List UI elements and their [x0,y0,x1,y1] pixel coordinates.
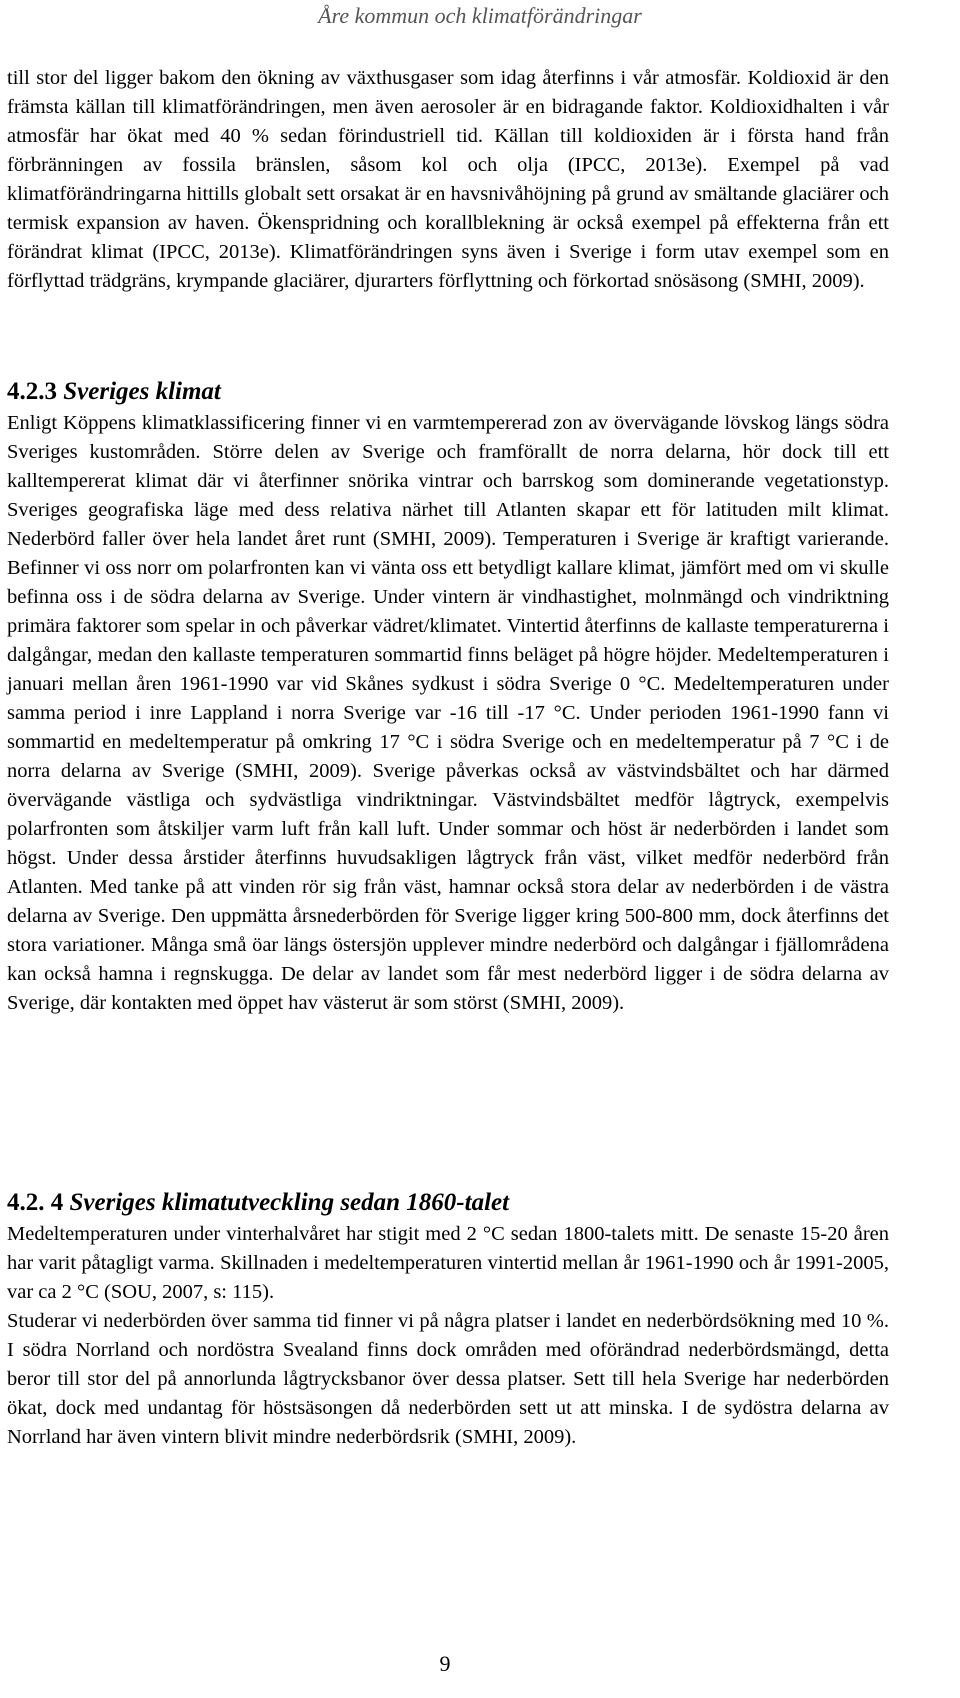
section-number: 4.2. 4 [7,1189,64,1216]
page-number: 9 [439,1651,451,1676]
section-heading-klimatutveckling [7,1188,509,1218]
paragraph-sveriges-klimat: Enligt Köppens klimatklassificering finner vi en varmtempererad zon av övervägande lövskog längs södra Sveriges kustområden. Större delen av Sverige och framförallt de norra delarna, hör dock till ett kalltempererat klimat där vi återfinner snörika vintrar och barrskog som dominerande vegetationstyp. Sveriges geografiska läge med dess relativa närhet till Atlanten skapar ett för latituden milt klimat. Nederbörd faller över hela landet året runt (SMHI, 2009). Temperaturen i Sverige är kraftigt varierande. Befinner vi oss norr om polarfronten kan vi vänta oss ett betydligt kallare klimat, jämfört med om vi skulle befinna oss i de södra delarna av Sverige. Under vintern är vindhastighet, molnmängd och vindriktning primära faktorer som spelar in och påverkar vädret/klimatet. Vintertid återfinns de kallaste temperaturerna i dalgångar, medan den kallaste temperaturen sommartid finns beläget på högre höjder. Medeltemperaturen i januari mellan åren 1961-1990 var vid Skånes sydkust i södra Sverige 0 °C. Medeltemperaturen under samma period i inre Lappland i norra Sverige var -16 till -17 °C. Under perioden 1961-1990 fann vi sommartid en medeltemperatur på omkring 17 °C i södra Sverige och en medeltemperatur på 7 °C i de norra delarna av Sverige (SMHI, 2009). Sverige påverkas också av västvindsbältet och har därmed övervägande västliga och sydvästliga vindriktningar. Västvindsbältet medför lågtryck, exempelvis polarfronten som åtskiljer varm luft från kall luft. Under sommar och höst är nederbörden i landet som högst. Under dessa årstider återfinns huvudsakligen lågtryck från väst, vilket medför nederbörd från Atlanten. Med tanke på att vinden rör sig från väst, hamnar också stora delar av nederbörden i de västra delarna av Sverige. Den uppmätta årsnederbörden för Sverige ligger kring 500-800 mm, dock återfinns det stora variationer. Många små öar längs östersjön upplever mindre nederbörd och dalgångar i fjällområdena kan också hamna i regnskugga. De delar av landet som får mest nederbörd ligger i de södra delarna av Sverige, där kontakten med öppet hav västerut är som störst (SMHI, 2009). [7,412,889,1014]
paragraph-intro: till stor del ligger bakom den ökning av växthusgaser som idag återfinns i vår atmosfär. Koldioxid är den främsta källan till klimatförändringen, men även aerosoler är en bidragande faktor. Koldioxidhalten i vår atmosfär har ökat med 40 % sedan förindustriell tid. Källan till koldioxiden är i första hand från förbränningen av fossila bränslen, såsom kol och olja (IPCC, 2013e). Exempel på vad klimatförändringarna hittills globalt sett orsakat är en havsnivåhöjning på grund av smältande glaciärer och termisk expansion av haven. Ökenspridning och korallblekning är också exempel på effekterna från ett förändrat klimat (IPCC, 2013e). Klimatförändringen syns även i Sverige i form utav exempel som en förflyttad trädgräns, krympande glaciärer, djurarters förflyttning och förkortad snösäsong (SMHI, 2009). [7,67,889,292]
section-heading-sveriges-klimat [7,377,221,407]
running-header: Åre kommun och klimatförändringar [318,3,642,28]
section-number: 4.2.3 [7,378,57,405]
paragraph-temperature-trend: Medeltemperaturen under vinterhalvåret har stigit med 2 °C sedan 1800-talets mitt. De senaste 15-20 åren har varit påtagligt varma. Skillnaden i medeltemperaturen vintertid mellan år 1961-1990 och år 1991-2005, var ca 2 °C (SOU, 2007, s: 115). [7,1223,889,1303]
paragraph-precipitation-trend: Studerar vi nederbörden över samma tid finner vi på några platser i landet en nederbördsökning med 10 %. I södra Norrland och nordöstra Svealand finns dock områden med oförändrad nederbördsmängd, detta beror till stor del på annorlunda lågtrycksbanor över dessa platser. Sett till hela Sverige har nederbörden ökat, dock med undantag för höstsäsongen då nederbörden sett ut att minska. I de sydöstra delarna av Norrland har även vintern blivit mindre nederbördsrik (SMHI, 2009). [7,1310,889,1448]
section-title: Sveriges klimat [63,378,221,405]
section-title: Sveriges klimatutveckling sedan 1860-talet [69,1189,510,1216]
